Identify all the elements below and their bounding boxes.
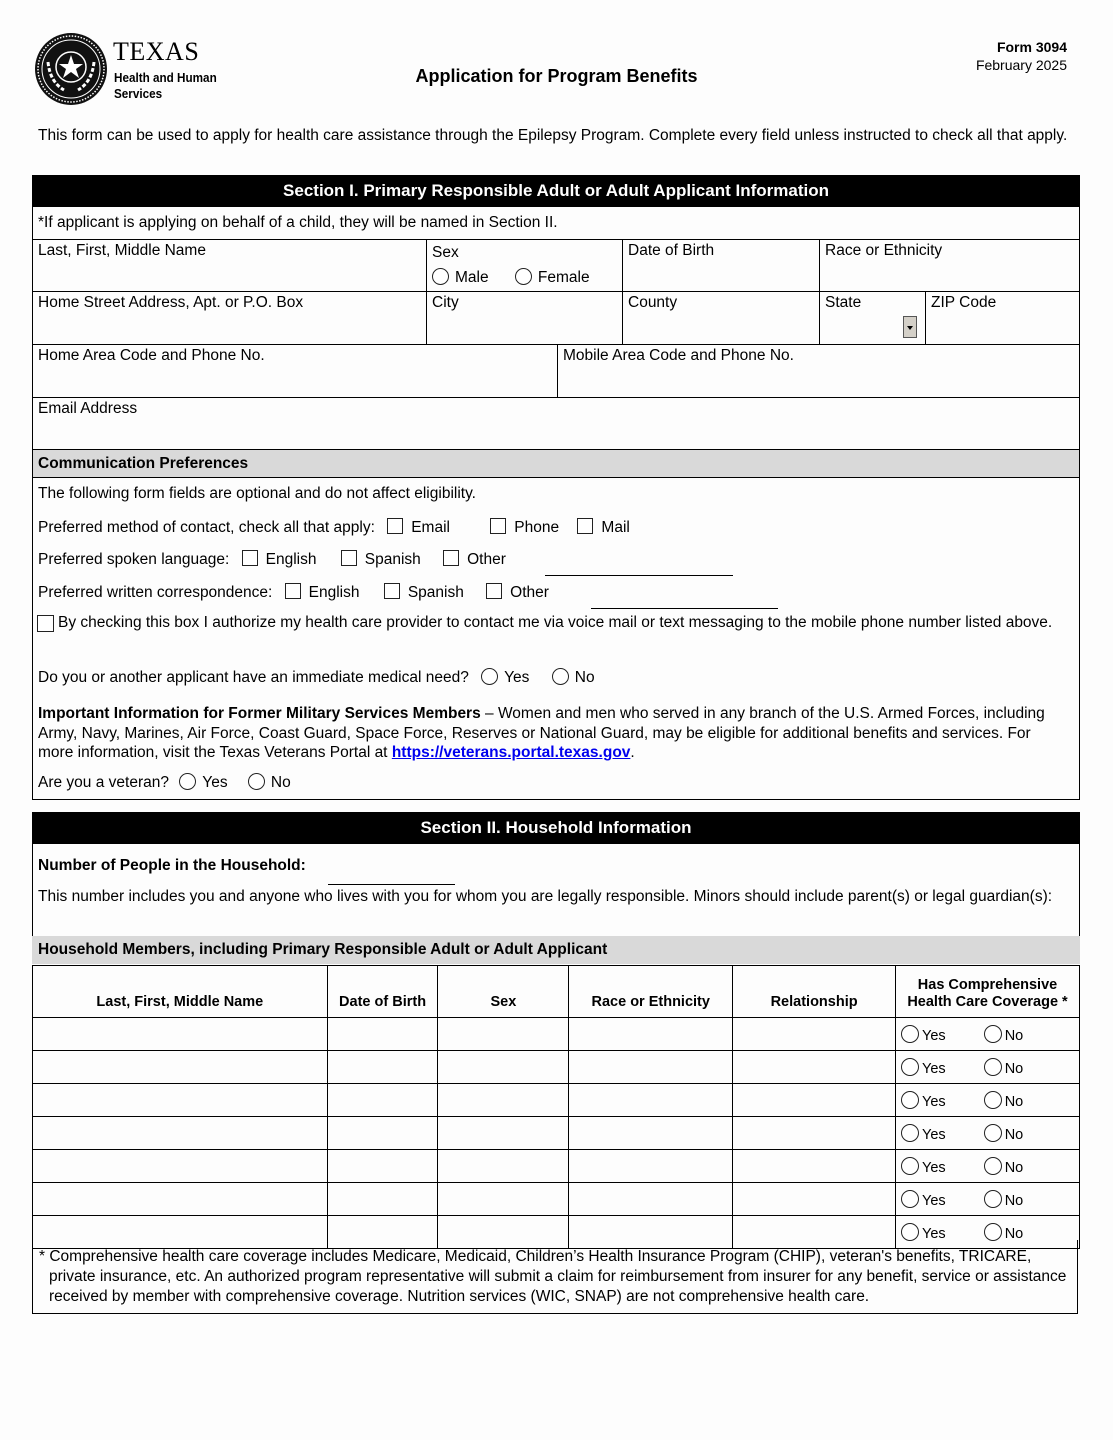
cell-relationship[interactable] [733,1051,896,1084]
contact-method-row [38,518,630,537]
race-label: Race or Ethnicity [825,242,943,259]
logo-texas: TEXAS [113,37,200,66]
radio-coverage-no[interactable] [984,1124,1002,1142]
cell-race[interactable] [569,1183,733,1216]
cell-sex[interactable] [438,1084,569,1117]
household-table-body [33,1018,1080,1249]
city-label: City [432,294,459,311]
coverage-option-no[interactable] [984,1160,1024,1176]
contact-method-label: Preferred method of contact, check all that apply: [38,519,375,536]
col-header-dob: Date of Birth [327,966,438,1018]
cell-race[interactable] [569,1117,733,1150]
city-field[interactable] [427,292,623,344]
coverage-option-yes[interactable] [901,1028,946,1044]
radio-coverage-no[interactable] [984,1157,1002,1175]
spoken-english-label: English [265,551,317,568]
radio-veteran-yes[interactable] [179,773,196,790]
radio-male[interactable] [432,268,449,285]
radio-coverage-yes[interactable] [901,1190,919,1208]
coverage-no-label: No [1004,1126,1024,1143]
female-label: Female [537,269,590,286]
cell-relationship[interactable] [733,1084,896,1117]
form-number: Form 3094 [996,39,1067,55]
spoken-other-label: Other [467,551,506,568]
col-header-coverage: Has Comprehensive Health Care Coverage * [896,966,1080,1018]
col-header-name: Last, First, Middle Name [33,966,328,1018]
cell-relationship[interactable] [733,1183,896,1216]
veteran-label: Are you a veteran? [38,774,169,791]
checkbox-contact-email[interactable] [387,518,403,534]
military-info-end: . [630,744,635,761]
coverage-option-no[interactable] [984,1193,1024,1209]
row-address [33,292,1079,345]
zip-label: ZIP Code [931,294,997,311]
cell-name[interactable] [33,1051,328,1084]
coverage-option-no[interactable] [984,1061,1024,1077]
table-header-row [33,966,1080,1018]
written-english-label: English [308,584,360,601]
household-members-table [32,965,1080,1249]
intro-text: This form can be used to apply for health care assistance through the Epilepsy Program. Complete every field unless instructed to check all that apply. [38,127,1068,144]
radio-coverage-no[interactable] [984,1091,1002,1109]
coverage-yes-label: Yes [922,1159,946,1176]
radio-coverage-no[interactable] [984,1058,1002,1076]
coverage-option-yes[interactable] [901,1127,946,1143]
state-dropdown-button[interactable] [903,316,917,338]
cell-coverage [896,1150,1080,1183]
cell-name[interactable] [33,1018,328,1051]
coverage-option-yes[interactable] [901,1061,946,1077]
authorize-row [37,613,1067,633]
county-label: County [628,294,678,311]
section1-note-row [33,207,1079,240]
written-correspondence-row [38,583,549,602]
written-correspondence-label: Preferred written correspondence: [38,584,273,601]
radio-female[interactable] [515,268,532,285]
radio-coverage-no[interactable] [984,1190,1002,1208]
cell-race[interactable] [569,1084,733,1117]
veteran-row [38,773,291,792]
written-other-label: Other [510,584,549,601]
cell-name[interactable] [33,1084,328,1117]
radio-coverage-yes[interactable] [901,1124,919,1142]
county-field[interactable] [623,292,820,344]
coverage-yes-label: Yes [922,1126,946,1143]
mobile-phone-label: Mobile Area Code and Phone No. [563,347,794,364]
email-field[interactable] [33,398,1079,449]
cell-dob[interactable] [327,1117,438,1150]
num-people-note: This number includes you and anyone who lives with you for whom you are legally responsible. Minors should include parent(s) or legal guardian(s): [38,888,1053,905]
cell-dob[interactable] [327,1150,438,1183]
household-members-heading: Household Members, including Primary Responsible Adult or Adult Applicant [32,936,1080,964]
table-row [33,1117,1080,1150]
cell-name[interactable] [33,1117,328,1150]
coverage-yes-label: Yes [922,1225,946,1242]
coverage-yes-label: Yes [922,1093,946,1110]
section1-heading: Section I. Primary Responsible Adult or Adult Applicant Information [32,175,1080,207]
spoken-spanish-label: Spanish [364,551,421,568]
radio-coverage-yes[interactable] [901,1223,919,1241]
cell-dob[interactable] [327,1018,438,1051]
contact-email-label: Email [411,519,450,536]
coverage-yes-label: Yes [922,1060,946,1077]
contact-phone-label: Phone [514,519,560,536]
checkbox-spoken-other[interactable] [443,550,459,566]
checkbox-contact-mail[interactable] [577,518,593,534]
cell-name[interactable] [33,1150,328,1183]
coverage-yes-label: Yes [922,1192,946,1209]
name-label: Last, First, Middle Name [38,242,206,259]
contact-mail-label: Mail [601,519,630,536]
radio-coverage-no[interactable] [984,1025,1002,1043]
page-title: Application for Program Benefits [415,66,698,86]
address-field[interactable] [33,292,427,344]
medical-need-yes-label: Yes [504,669,530,686]
coverage-footnote: * Comprehensive health care coverage includes Medicare, Medicaid, Children’s Health Insurance Program (CHIP), veteran's benefits, TRICARE, private insurance, etc. An authorized program representative will submit a claim for reimbursement from insurer for any benefit, service or assistance received by member with comprehensive coverage. Nutrition services (WIC, SNAP) are not comprehensive health care. [32,1240,1078,1314]
section1-note: *If applicant is applying on behalf of a child, they will be named in Section II. [38,214,558,231]
col-header-race: Race or Ethnicity [569,966,733,1018]
cell-coverage [896,1183,1080,1216]
cell-relationship[interactable] [733,1150,896,1183]
address-label: Home Street Address, Apt. or P.O. Box [38,294,304,311]
table-row [33,1051,1080,1084]
cell-race[interactable] [569,1051,733,1084]
table-row [33,1150,1080,1183]
row-name-sex [33,240,1079,292]
coverage-option-yes[interactable] [901,1193,946,1209]
coverage-option-no[interactable] [984,1127,1024,1143]
military-info-text: – Women and men who served in any branch of the U.S. Armed Forces, including Army, Navy, Marines, Air Force, Coast Guard, Space Force, Reserves or National Guard, may be eligible for additional benefits and services. For more information, visit the Texas Veterans Portal at [38,705,1045,761]
coverage-no-label: No [1004,1027,1024,1044]
cell-sex[interactable] [438,1051,569,1084]
medical-need-no-label: No [574,669,595,686]
military-info [38,704,1068,763]
dob-label: Date of Birth [628,242,715,259]
section2-heading: Section II. Household Information [32,812,1080,844]
cell-relationship[interactable] [733,1018,896,1051]
cell-dob[interactable] [327,1051,438,1084]
radio-coverage-yes[interactable] [901,1058,919,1076]
medical-need-label: Do you or another applicant have an immediate medical need? [38,669,469,686]
spoken-language-label: Preferred spoken language: [38,551,230,568]
cell-relationship[interactable] [733,1117,896,1150]
col-header-relationship: Relationship [733,966,896,1018]
checkbox-written-english[interactable] [285,583,301,599]
num-people-input[interactable] [328,884,455,885]
sex-label: Sex [432,244,459,261]
radio-coverage-yes[interactable] [901,1025,919,1043]
military-info-heading: Important Information for Former Military Services Members [38,705,481,722]
checkbox-written-spanish[interactable] [384,583,400,599]
section1-box [32,207,1080,800]
coverage-option-no[interactable] [984,1094,1024,1110]
written-other-input[interactable] [591,608,778,609]
row-email [33,398,1079,450]
checkbox-spoken-spanish[interactable] [341,550,357,566]
cell-sex[interactable] [438,1150,569,1183]
cell-sex[interactable] [438,1117,569,1150]
cell-sex[interactable] [438,1018,569,1051]
col-header-sex: Sex [438,966,569,1018]
state-label: State [825,294,862,311]
form-number-block [976,38,1067,74]
num-people-label: Number of People in the Household: [38,857,306,874]
form-date: February 2025 [975,57,1067,73]
race-field[interactable] [820,240,1079,291]
cell-race[interactable] [569,1150,733,1183]
table-row [33,1018,1080,1051]
radio-medical-need-no[interactable] [552,668,569,685]
cell-coverage [896,1018,1080,1051]
state-field[interactable] [820,292,926,344]
coverage-option-yes[interactable] [901,1160,946,1176]
home-phone-field[interactable] [33,345,558,397]
section2-box [32,844,1080,936]
radio-veteran-no[interactable] [248,773,265,790]
coverage-option-yes[interactable] [901,1094,946,1110]
checkbox-contact-phone[interactable] [490,518,506,534]
written-spanish-label: Spanish [407,584,464,601]
dob-field[interactable] [623,240,820,291]
veteran-no-label: No [270,774,291,791]
spoken-language-row [38,550,506,569]
logo-line3: Services [114,86,163,101]
checkbox-written-other[interactable] [486,583,502,599]
email-label: Email Address [38,400,138,417]
sex-male-option[interactable] [432,269,489,286]
cell-coverage [896,1051,1080,1084]
table-row [33,1084,1080,1117]
cell-name[interactable] [33,1183,328,1216]
table-row [33,1183,1080,1216]
radio-coverage-yes[interactable] [901,1157,919,1175]
coverage-no-label: No [1004,1060,1024,1077]
veteran-yes-label: Yes [202,774,228,791]
sex-female-option[interactable] [515,269,590,286]
cell-dob[interactable] [327,1084,438,1117]
cell-sex[interactable] [438,1183,569,1216]
coverage-yes-label: Yes [922,1027,946,1044]
name-field[interactable] [33,240,427,291]
radio-coverage-no[interactable] [984,1223,1002,1241]
radio-coverage-yes[interactable] [901,1091,919,1109]
coverage-no-label: No [1004,1225,1024,1242]
home-phone-label: Home Area Code and Phone No. [38,347,265,364]
coverage-no-label: No [1004,1093,1024,1110]
zip-field[interactable] [926,292,1079,344]
radio-medical-need-yes[interactable] [481,668,498,685]
spoken-other-input[interactable] [545,575,733,576]
checkbox-authorize-contact[interactable] [37,615,54,632]
authorize-text: By checking this box I authorize my health care provider to contact me via voice mail or text messaging to the mobile phone number listed above. [58,614,1053,631]
checkbox-spoken-english[interactable] [242,550,258,566]
coverage-no-label: No [1004,1192,1024,1209]
logo-line2: Health and Human [114,70,217,85]
coverage-option-no[interactable] [984,1028,1024,1044]
medical-need-row [38,668,595,687]
male-label: Male [455,269,489,286]
comm-prefs-heading: Communication Preferences [33,450,1079,478]
coverage-no-label: No [1004,1159,1024,1176]
optional-note: The following form fields are optional and do not affect eligibility. [38,485,476,502]
sex-field [427,240,623,291]
cell-coverage [896,1084,1080,1117]
row-phones [33,345,1079,398]
mobile-phone-field[interactable] [558,345,1079,397]
cell-race[interactable] [569,1018,733,1051]
veterans-portal-link[interactable]: https://veterans.portal.texas.gov [391,744,631,761]
cell-dob[interactable] [327,1183,438,1216]
cell-coverage [896,1117,1080,1150]
